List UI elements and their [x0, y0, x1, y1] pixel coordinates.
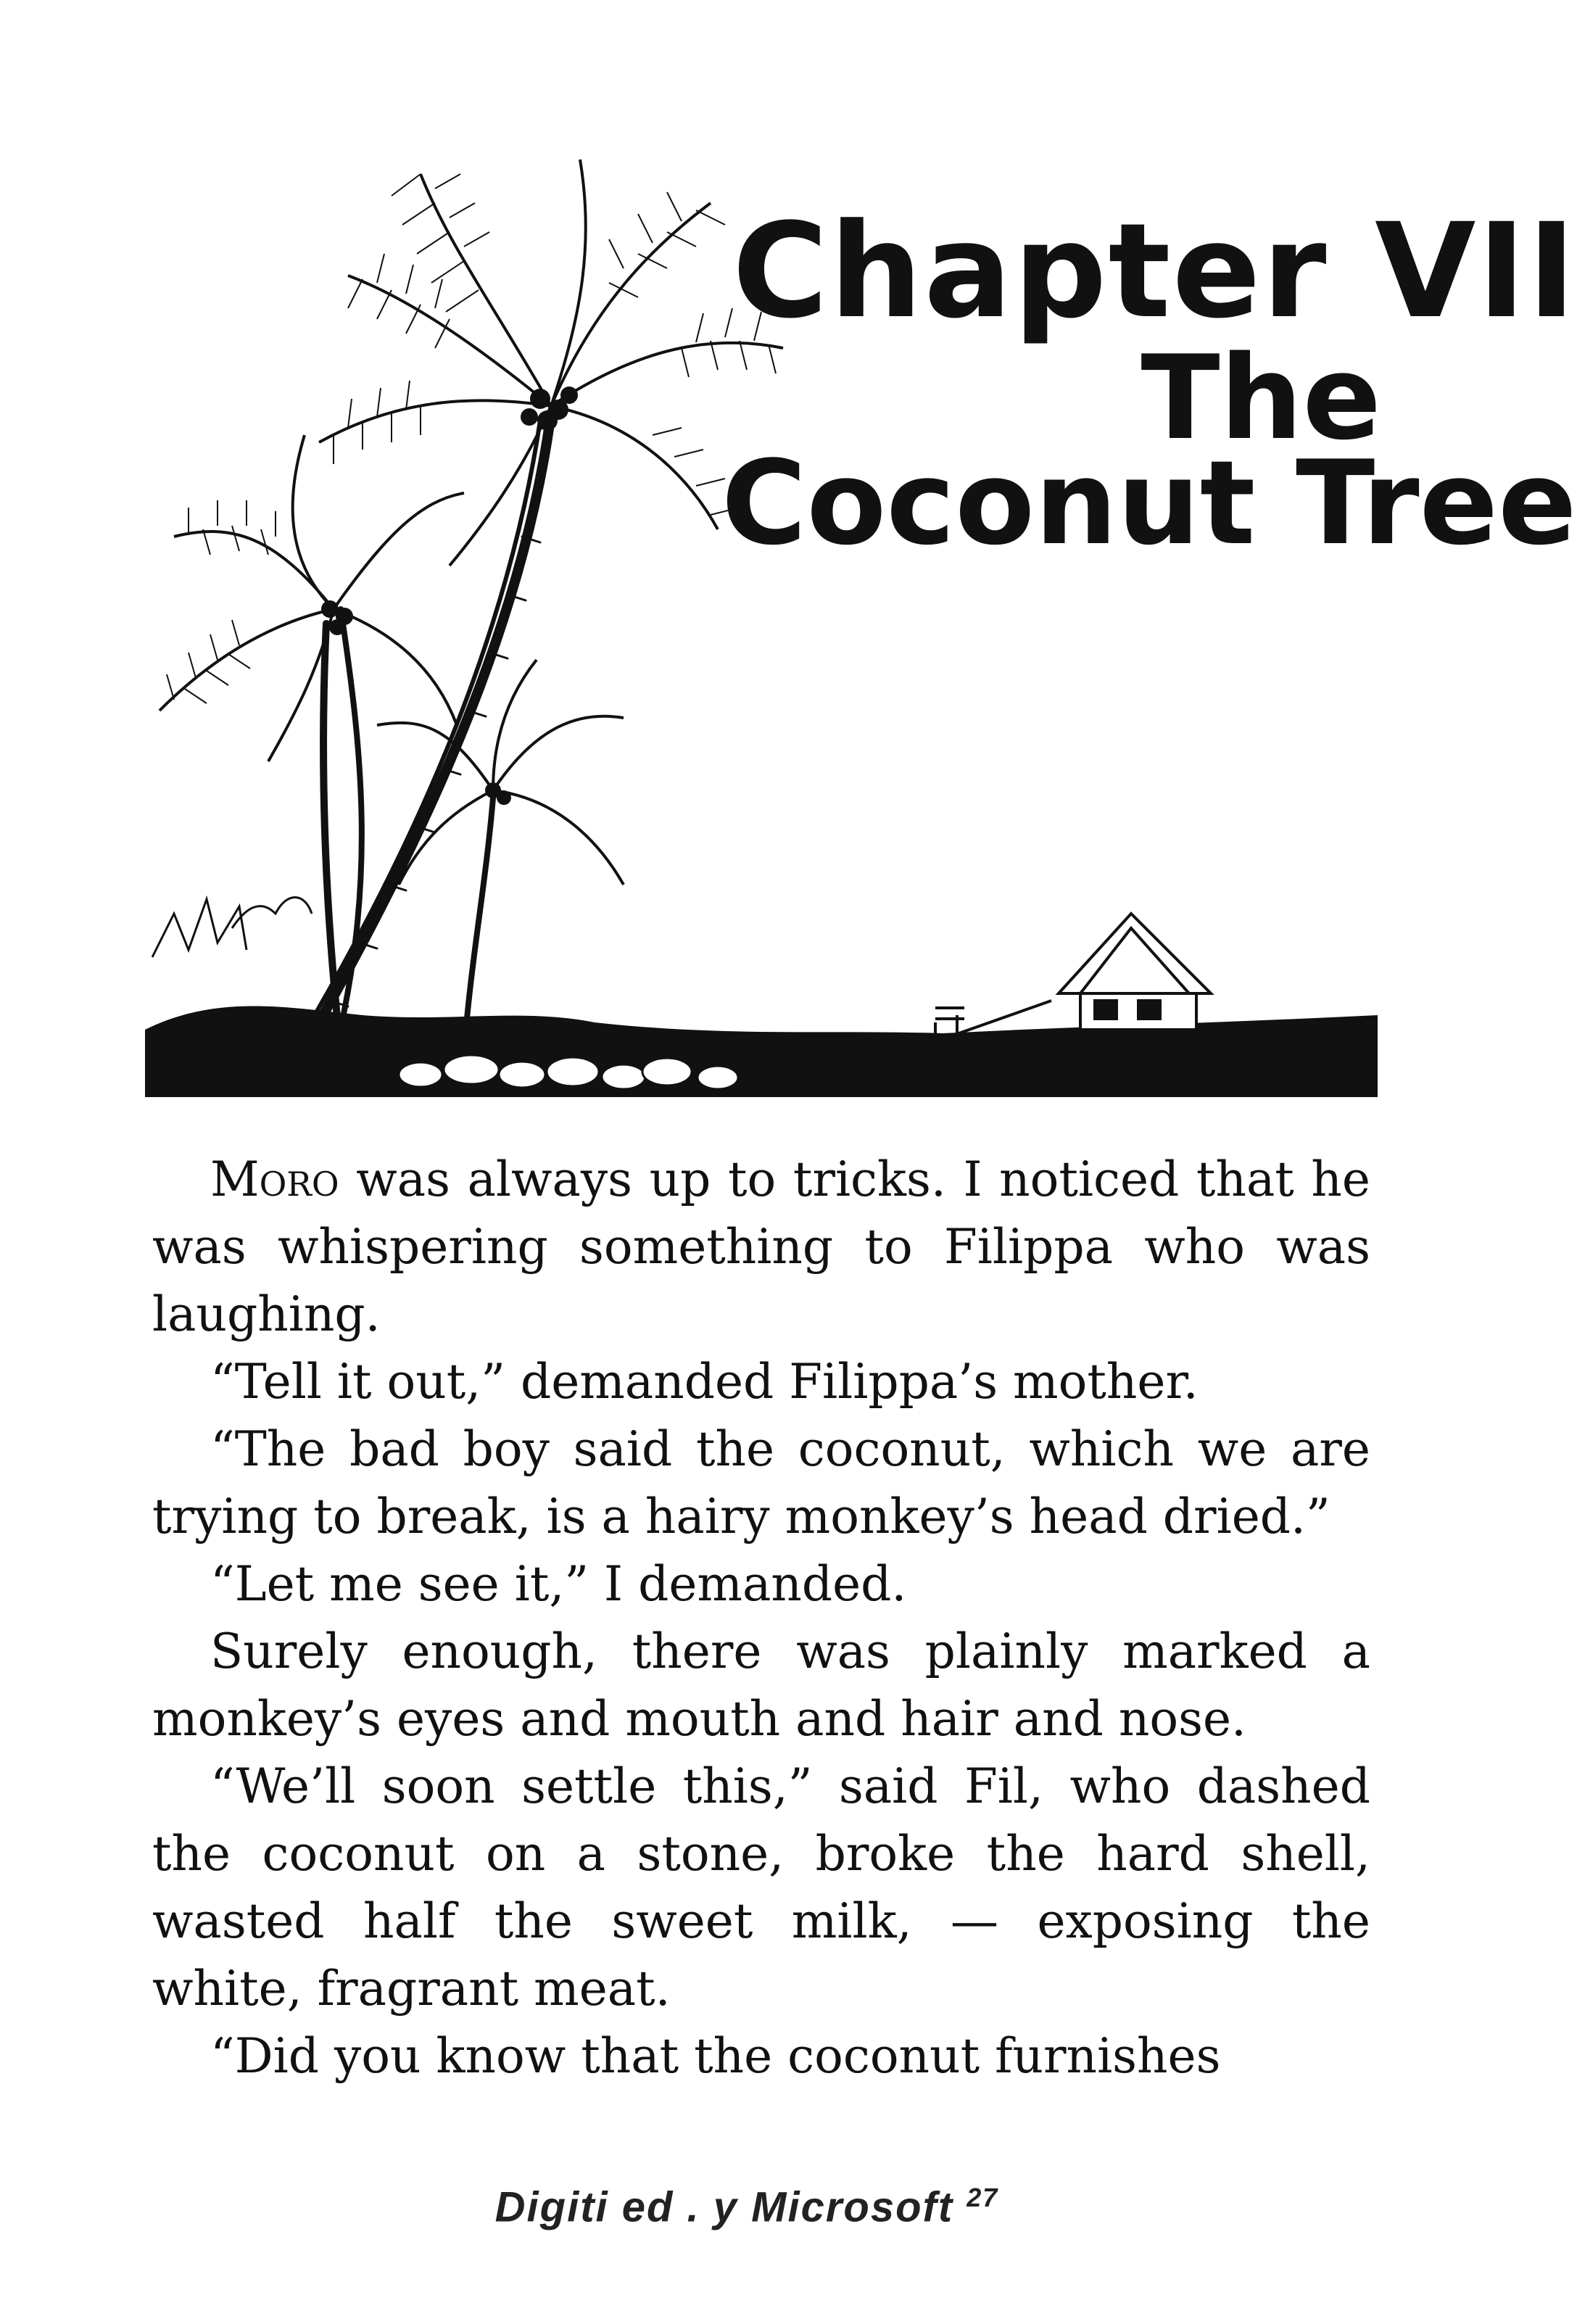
paragraph: Surely enough, there was plainly marked a monkey’s eyes and mouth and hair and nose.: [152, 1624, 1370, 1747]
drop-word: Moro: [210, 1151, 339, 1207]
chapter-title-line1: The: [1141, 330, 1381, 466]
footer-watermark: [464, 2183, 1030, 2231]
paragraph: “Tell it out,” demanded Filippa’s mother.: [210, 1354, 1199, 1410]
page-number: 27: [967, 2183, 999, 2212]
paragraph: “The bad boy said the coconut, which we are trying to break, is a hairy monkey’s head dried.”: [152, 1421, 1370, 1544]
paragraph-text: was always up to tricks. I noticed that he was whispering something to Filippa who was laughing.: [152, 1151, 1370, 1342]
chapter-heading: [678, 196, 1577, 718]
body-text: [152, 1146, 1370, 2090]
paragraph: “Did you know that the coconut furnishes: [210, 2028, 1221, 2084]
paragraph: “We’ll soon settle this,” said Fil, who dashed the coconut on a stone, broke the hard shell, wasted half the sweet milk, — exposing the white, fragrant meat.: [152, 1758, 1370, 2017]
chapter-label: Chapter VII: [732, 196, 1577, 347]
paragraph: [152, 1146, 1370, 1348]
watermark-text: Digiti ed . y Microsoft: [494, 2183, 954, 2231]
paragraph: “Let me see it,” I demanded.: [210, 1556, 907, 1612]
chapter-title-line2: Coconut Tree: [721, 435, 1577, 571]
